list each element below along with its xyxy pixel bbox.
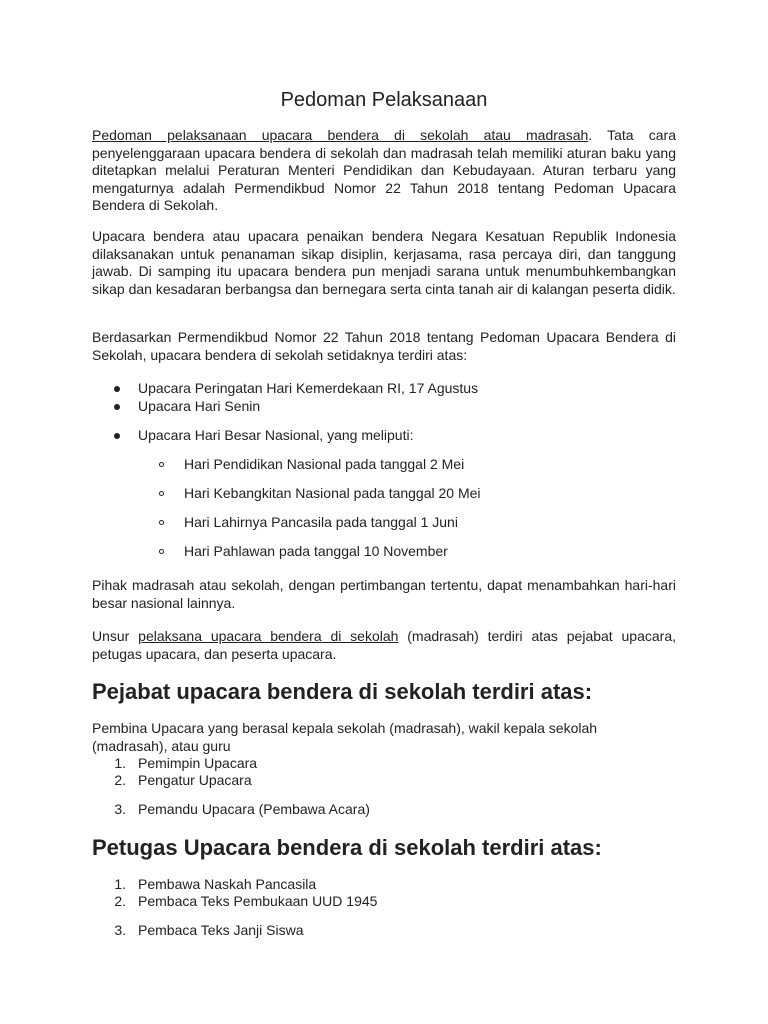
pembina-paragraph: Pembina Upacara yang berasal kepala sekolah (madrasah), wakil kepala sekolah (madrasah), atau guru [92, 720, 598, 754]
circle-bullet-marker [159, 491, 164, 496]
section-heading-pejabat: Pejabat upacara bendera di sekolah terdiri atas: [92, 679, 593, 704]
circle-bullet-marker [159, 462, 164, 467]
numbered-list-item: Pembawa Naskah Pancasila [138, 876, 317, 892]
bullet-marker [114, 404, 120, 410]
intro-paragraph-text: . Tata cara penyelenggaraan upacara bendera di sekolah dan madrasah telah memiliki aturan baku yang ditetapkan melalui Peraturan Menteri Pendidikan dan Kebudayaan. Aturan terbaru yang mengaturnya adalah Permendikbud Nomor 22 Tahun 2018 tentang Pedoman Upacara Bendera di Sekolah. [92, 127, 676, 213]
elements-paragraph [92, 628, 676, 663]
list-item: Upacara Hari Senin [138, 398, 261, 414]
intro-paragraph [92, 127, 676, 215]
list-number: 2. [114, 772, 126, 788]
numbered-list-item: Pemandu Upacara (Pembawa Acara) [138, 801, 370, 817]
additional-holidays-paragraph: Pihak madrasah atau sekolah, dengan pertimbangan tertentu, dapat menambahkan hari-hari besar nasional lainnya. [92, 577, 676, 611]
sub-list-item: Hari Kebangkitan Nasional pada tanggal 20 Mei [184, 485, 481, 501]
numbered-list-item: Pemimpin Upacara [138, 755, 258, 771]
elements-paragraph-lead: Unsur [92, 628, 139, 644]
page-title: Pedoman Pelaksanaan [280, 89, 488, 111]
list-number: 1. [114, 755, 126, 771]
list-item: Upacara Peringatan Hari Kemerdekaan RI, 17 Agustus [138, 380, 479, 396]
pelaksana-link[interactable]: pelaksana upacara bendera di sekolah [138, 628, 399, 644]
sub-list-item: Hari Lahirnya Pancasila pada tanggal 1 Juni [184, 514, 458, 530]
bullet-marker [114, 386, 120, 392]
list-number: 3. [114, 922, 126, 938]
circle-bullet-marker [159, 549, 164, 554]
section-heading-petugas: Petugas Upacara bendera di sekolah terdiri atas: [92, 835, 602, 860]
list-number: 2. [114, 893, 126, 909]
elements-paragraph-text: (madrasah) terdiri atas pejabat upacara, petugas upacara, dan peserta upacara. [92, 628, 676, 662]
numbered-list-item: Pembaca Teks Pembukaan UUD 1945 [138, 893, 378, 909]
regulation-paragraph: Berdasarkan Permendikbud Nomor 22 Tahun 2018 tentang Pedoman Upacara Bendera di Sekolah, upacara bendera di sekolah setidaknya terdiri atas: [92, 329, 676, 363]
pedoman-link[interactable]: Pedoman pelaksanaan upacara bendera di sekolah atau madrasah [92, 127, 589, 143]
sub-list-item: Hari Pendidikan Nasional pada tanggal 2 Mei [184, 456, 465, 472]
purpose-paragraph: Upacara bendera atau upacara penaikan bendera Negara Kesatuan Republik Indonesia dilaksanakan untuk penanaman sikap disiplin, kerjasama, rasa percaya diri, dan tanggung jawab. Di samping itu upacara bendera pun menjadi sarana untuk menumbuhkembangkan sikap dan kesadaran berbangsa dan bernegara serta cinta tanah air di kalangan peserta didik. [92, 228, 676, 297]
list-number: 3. [114, 801, 126, 817]
numbered-list-item: Pengatur Upacara [138, 772, 252, 788]
sub-list-item: Hari Pahlawan pada tanggal 10 November [184, 543, 448, 559]
numbered-list-item: Pembaca Teks Janji Siswa [138, 922, 304, 938]
bullet-marker [114, 433, 120, 439]
circle-bullet-marker [159, 520, 164, 525]
list-number: 1. [114, 876, 126, 892]
list-item: Upacara Hari Besar Nasional, yang meliputi: [138, 427, 414, 443]
